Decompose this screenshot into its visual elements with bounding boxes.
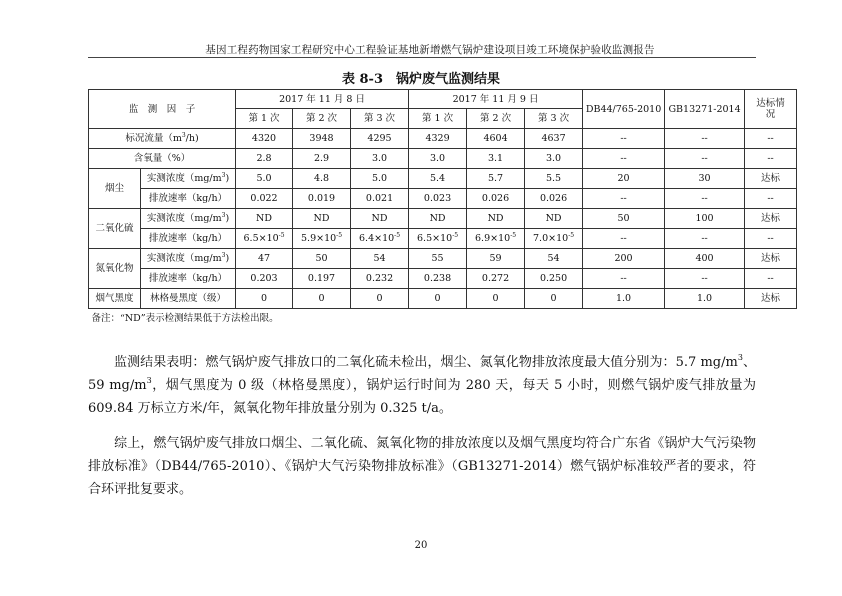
cell: 5.7 <box>467 169 525 189</box>
table-title: 表 8-3 锅炉废气监测结果 <box>341 72 500 87</box>
flow-row <box>89 129 797 149</box>
header-rule <box>88 57 756 58</box>
cell: 达标 <box>745 249 797 269</box>
group-name: 烟尘 <box>89 169 141 209</box>
run-header: 第 3 次 <box>525 109 583 129</box>
cell: 59 <box>467 249 525 269</box>
cell: 50 <box>293 249 351 269</box>
conc-label: 实测浓度$(mg/m^3)$ <box>141 169 236 189</box>
para1-text-c: ，烟气黑度为 0 级（林格曼黑度），锅炉运行时间为 280 天，每天 5 小时，则燃气锅炉废气排放量为 609.84 万标立方米/年，氮氧化物年排放量分别为 0.325 t/a。 <box>88 378 757 416</box>
run-header: 第 2 次 <box>293 109 351 129</box>
cell: -- <box>583 129 665 149</box>
cell: 0.232 <box>351 269 409 289</box>
dust-rate-row <box>89 189 797 209</box>
nox-rate-row <box>89 269 797 289</box>
cell: 0 <box>525 289 583 309</box>
conc-label: 实测浓度$(mg/m^3)$ <box>141 249 236 269</box>
cell: 0.197 <box>293 269 351 289</box>
rate-label: 排放速率（kg/h） <box>141 269 236 289</box>
cell: 达标 <box>745 209 797 229</box>
header-row-1 <box>89 90 797 109</box>
dust-conc-row <box>89 169 797 189</box>
cell: 0 <box>409 289 467 309</box>
conclusion-paragraph <box>88 432 756 501</box>
cell: 50 <box>583 209 665 229</box>
cell: 4295 <box>351 129 409 149</box>
cell: $6.5\times 10^{-5}$ <box>236 229 293 249</box>
cell: ND <box>293 209 351 229</box>
cell: 47 <box>236 249 293 269</box>
cell: 3.0 <box>351 149 409 169</box>
cell: 5.5 <box>525 169 583 189</box>
cell: 4604 <box>467 129 525 149</box>
cell: -- <box>583 149 665 169</box>
cell: 4320 <box>236 129 293 149</box>
cell: 0.238 <box>409 269 467 289</box>
cell: 0 <box>467 289 525 309</box>
cell: 2.8 <box>236 149 293 169</box>
cell: 0.203 <box>236 269 293 289</box>
smoke-label: 林格曼黑度（级） <box>141 289 236 309</box>
cell: 0.026 <box>467 189 525 209</box>
cell: 达标 <box>745 169 797 189</box>
cell: 0.021 <box>351 189 409 209</box>
run-header: 第 1 次 <box>236 109 293 129</box>
cell: 3.0 <box>409 149 467 169</box>
cell: 30 <box>665 169 745 189</box>
para1-text-a: 监测结果表明：燃气锅炉废气排放口的二氧化硫未检出，烟尘、氮氧化物排放浓度最大值分别为：5.7 mg/m <box>114 355 738 370</box>
cell: $7.0\times 10^{-5}$ <box>525 229 583 249</box>
cell: 0 <box>351 289 409 309</box>
cell: 0.026 <box>525 189 583 209</box>
cell: $6.5\times 10^{-5}$ <box>409 229 467 249</box>
cell: 4329 <box>409 129 467 149</box>
cell: -- <box>665 229 745 249</box>
cell: $6.9\times 10^{-5}$ <box>467 229 525 249</box>
monitoring-table <box>88 89 797 328</box>
table-note: 备注：“ND”表示检测结果低于方法检出限。 <box>89 309 797 329</box>
group-name: 二氧化硫 <box>89 209 141 249</box>
cell: 200 <box>583 249 665 269</box>
run-header: 第 2 次 <box>467 109 525 129</box>
cell: ND <box>409 209 467 229</box>
cell: ND <box>351 209 409 229</box>
cell: 1.0 <box>665 289 745 309</box>
cell: -- <box>745 189 797 209</box>
result-paragraph <box>88 351 756 420</box>
cell: $5.9\times 10^{-5}$ <box>293 229 351 249</box>
para2-text: 综上，燃气锅炉废气排放口烟尘、二氧化硫、氮氧化物的排放浓度以及烟气黑度均符合广东省《锅炉大气污染物排放标准》（DB44/765-2010）、《锅炉大气污染物排放标准》（GB13271-2014）燃气锅炉标准较严者的要求，符合环评批复要求。 <box>88 436 756 497</box>
cell: -- <box>665 269 745 289</box>
cell: -- <box>583 269 665 289</box>
note-row <box>89 309 797 329</box>
para1-text-b: 、59 mg/m <box>88 355 756 393</box>
cell: -- <box>745 149 797 169</box>
rate-label: 排放速率（kg/h） <box>141 189 236 209</box>
cell: 0.022 <box>236 189 293 209</box>
cell: 0.272 <box>467 269 525 289</box>
run-header: 第 3 次 <box>351 109 409 129</box>
page-number: 20 <box>414 540 428 551</box>
page-header: 基因工程药物国家工程研究中心工程验证基地新增燃气锅炉建设项目竣工环境保护验收监测报告 <box>205 44 655 56</box>
cell: 0.250 <box>525 269 583 289</box>
smoke-row <box>89 289 797 309</box>
cell: ND <box>467 209 525 229</box>
oxygen-label: 含氧量（%） <box>89 149 236 169</box>
cell: 20 <box>583 169 665 189</box>
para1-sup: 3 <box>146 376 152 385</box>
cell: -- <box>745 129 797 149</box>
run-header: 第 1 次 <box>409 109 467 129</box>
conc-label: 实测浓度$(mg/m^3)$ <box>141 209 236 229</box>
std2-header: GB13271-2014 <box>665 90 745 129</box>
nox-conc-row <box>89 249 797 269</box>
cell: 54 <box>525 249 583 269</box>
cell: 4637 <box>525 129 583 149</box>
oxygen-row <box>89 149 797 169</box>
cell: 3948 <box>293 129 351 149</box>
date1-header: 2017 年 11 月 8 日 <box>236 90 409 109</box>
cell: 54 <box>351 249 409 269</box>
date2-header: 2017 年 11 月 9 日 <box>409 90 583 109</box>
group-name: 氮氧化物 <box>89 249 141 289</box>
so2-rate-row <box>89 229 797 249</box>
factor-header: 监 测 因 子 <box>89 90 236 129</box>
rate-label: 排放速率（kg/h） <box>141 229 236 249</box>
cell: ND <box>236 209 293 229</box>
compliance-header: 达标情况 <box>745 90 797 129</box>
cell: 5.4 <box>409 169 467 189</box>
group-name: 烟气黑度 <box>89 289 141 309</box>
cell: -- <box>745 229 797 249</box>
cell: $6.4\times 10^{-5}$ <box>351 229 409 249</box>
cell: -- <box>665 129 745 149</box>
cell: 5.0 <box>236 169 293 189</box>
cell: 0 <box>236 289 293 309</box>
cell: 3.1 <box>467 149 525 169</box>
cell: 100 <box>665 209 745 229</box>
flow-label: 标况流量$(m^3/h)$ <box>89 129 236 149</box>
cell: -- <box>665 189 745 209</box>
cell: -- <box>665 149 745 169</box>
cell: 3.0 <box>525 149 583 169</box>
cell: 达标 <box>745 289 797 309</box>
cell: -- <box>745 269 797 289</box>
cell: 0 <box>293 289 351 309</box>
std1-header: DB44/765-2010 <box>583 90 665 129</box>
cell: -- <box>583 229 665 249</box>
cell: 0.023 <box>409 189 467 209</box>
para1-sup: 3 <box>737 353 743 362</box>
so2-conc-row <box>89 209 797 229</box>
cell: 55 <box>409 249 467 269</box>
cell: 1.0 <box>583 289 665 309</box>
cell: ND <box>525 209 583 229</box>
cell: 4.8 <box>293 169 351 189</box>
cell: 5.0 <box>351 169 409 189</box>
cell: 0.019 <box>293 189 351 209</box>
cell: 400 <box>665 249 745 269</box>
cell: -- <box>583 189 665 209</box>
cell: 2.9 <box>293 149 351 169</box>
